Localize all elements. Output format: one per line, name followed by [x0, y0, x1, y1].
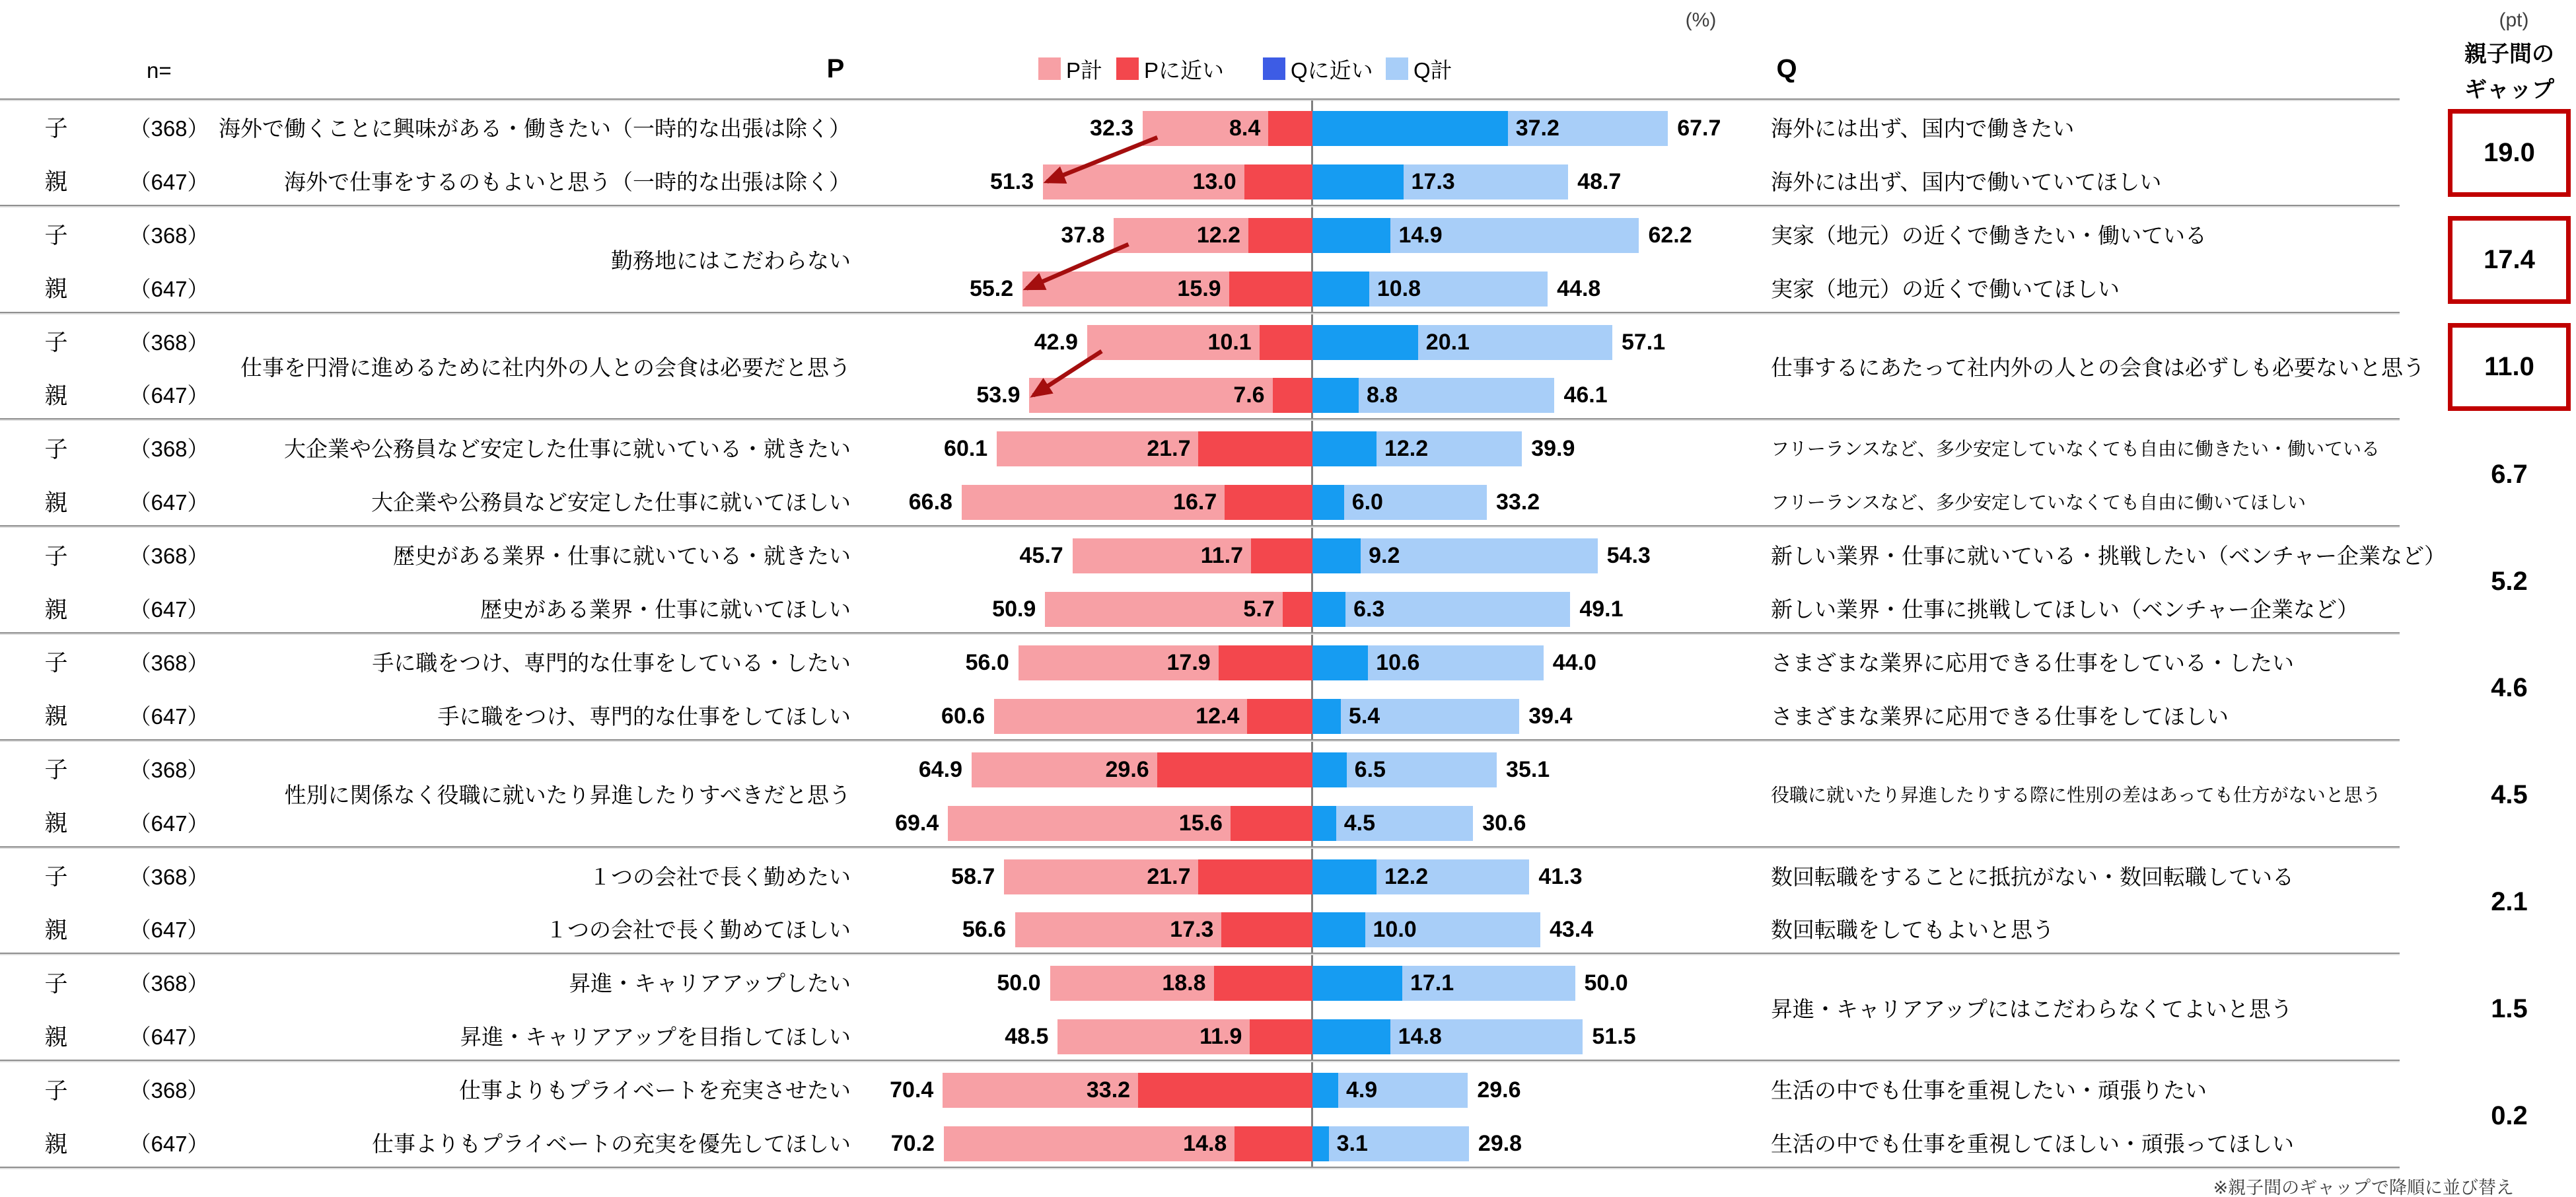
- p-statement: 大企業や公務員など安定した仕事に就いている・就きたい: [284, 437, 851, 462]
- p-near-value: 16.7: [1173, 490, 1217, 515]
- q-total-value: 67.7: [1677, 116, 1721, 141]
- gap-value: 11.0: [2484, 351, 2534, 381]
- q-total-value: 44.0: [1552, 650, 1596, 675]
- p-statement: 海外で働くことに興味がある・働きたい（一時的な出張は除く）: [219, 116, 851, 141]
- who-label: 親: [44, 169, 68, 196]
- p-statement: １つの会社で長く勤めたい: [589, 864, 851, 889]
- q-near-value: 8.8: [1366, 382, 1398, 408]
- p-near-value: 10.1: [1207, 329, 1252, 355]
- q-near-value: 20.1: [1425, 329, 1470, 355]
- who-label: 親: [44, 917, 68, 943]
- n-value: （647）: [129, 811, 209, 836]
- p-near-value: 7.6: [1233, 382, 1265, 408]
- who-label: 子: [44, 757, 68, 783]
- q-near-value: 5.4: [1348, 703, 1380, 729]
- gap-value: 1.5: [2491, 994, 2528, 1023]
- who-label: 子: [44, 436, 68, 462]
- q-total-value: 49.1: [1579, 597, 1624, 622]
- n-value: （368）: [129, 330, 209, 355]
- q-statement: さまざまな業界に応用できる仕事をしてほしい: [1771, 704, 2229, 729]
- p-statement: 昇進・キャリアアップを目指してほしい: [460, 1025, 851, 1050]
- q-statement: 数回転職をすることに抵抗がない・数回転職している: [1771, 864, 2294, 889]
- q-statement: 海外には出ず、国内で働きたい: [1771, 116, 2075, 141]
- p-statement: 大企業や公務員など安定した仕事に就いてほしい: [371, 490, 851, 515]
- q-near-value: 9.2: [1369, 543, 1400, 569]
- q-near-value: 3.1: [1336, 1131, 1368, 1157]
- p-statement: 手に職をつけ、専門的な仕事をしてほしい: [437, 704, 851, 729]
- who-label: 子: [44, 1077, 68, 1104]
- n-value: （647）: [129, 276, 209, 301]
- q-statement: 生活の中でも仕事を重視したい・頑張りたい: [1771, 1078, 2207, 1103]
- p-total-value: 48.5: [1005, 1024, 1049, 1050]
- percent-unit-label: (%): [1685, 9, 1717, 31]
- n-value: （647）: [129, 490, 209, 515]
- q-total-value: 33.2: [1495, 490, 1540, 515]
- n-value: （647）: [129, 1025, 209, 1050]
- q-near-value: 12.2: [1384, 863, 1429, 889]
- n-value: （368）: [129, 1078, 209, 1103]
- n-value: （368）: [129, 971, 209, 996]
- q-total-value: 35.1: [1506, 756, 1550, 782]
- gap-arrow: [1026, 244, 1128, 289]
- p-total-value: 58.7: [951, 863, 995, 889]
- p-total-value: 55.2: [969, 275, 1014, 301]
- q-near-value: 10.8: [1377, 275, 1421, 301]
- q-near-value: 6.5: [1354, 756, 1386, 782]
- q-statement-shared: 昇進・キャリアアップにはこだわらなくてよいと思う: [1771, 996, 2293, 1021]
- p-statement: 歴史がある業界・仕事に就いている・就きたい: [393, 544, 851, 569]
- p-total-value: 60.1: [944, 436, 988, 462]
- who-label: 子: [44, 864, 68, 890]
- q-near-value: 6.3: [1353, 597, 1385, 622]
- p-statement-shared: 仕事を円滑に進めるために社内外の人との会食は必要だと思う: [240, 355, 851, 380]
- gap-value: 4.6: [2491, 673, 2528, 703]
- q-near-value: 14.9: [1398, 222, 1443, 248]
- legend-label-p-total: P計: [1066, 57, 1103, 83]
- p-near-value: 12.4: [1196, 703, 1240, 729]
- p-total-value: 66.8: [908, 490, 952, 515]
- p-total-value: 37.8: [1061, 222, 1105, 248]
- p-statement-shared: 性別に関係なく役職に就いたり昇進したりすべきだと思う: [284, 783, 851, 808]
- p-near-value: 15.9: [1177, 275, 1221, 301]
- p-near-value: 11.9: [1199, 1024, 1242, 1050]
- q-total-value: 41.3: [1538, 863, 1583, 889]
- gap-arrow: [1033, 351, 1101, 396]
- q-statement: 実家（地元）の近くで働きたい・働いている: [1771, 223, 2207, 248]
- p-near-value: 21.7: [1147, 863, 1191, 889]
- p-statement-shared: 勤務地にはこだわらない: [611, 248, 851, 273]
- q-statement: フリーランスなど、多少安定していなくても自由に働きたい・働いている: [1771, 438, 2380, 459]
- p-near-value: 14.8: [1183, 1131, 1227, 1157]
- q-statement: 生活の中でも仕事を重視してほしい・頑張ってほしい: [1771, 1132, 2294, 1157]
- q-total-value: 39.4: [1528, 703, 1573, 729]
- q-total-value: 46.1: [1563, 382, 1608, 408]
- p-near-value: 33.2: [1086, 1077, 1131, 1103]
- q-total-value: 51.5: [1592, 1024, 1636, 1050]
- n-value: （647）: [129, 169, 209, 194]
- q-statement: 実家（地元）の近くで働いてほしい: [1771, 276, 2120, 301]
- p-total-value: 70.4: [890, 1077, 934, 1103]
- p-statement: 仕事よりもプライベートの充実を優先してほしい: [371, 1132, 851, 1157]
- gap-column-header-line1: 親子間の: [2464, 42, 2554, 67]
- p-statement: 海外で仕事をするのもよいと思う（一時的な出張は除く）: [284, 169, 851, 194]
- q-near-value: 6.0: [1351, 490, 1383, 515]
- q-near-value: 4.9: [1345, 1077, 1378, 1103]
- p-near-value: 5.7: [1243, 597, 1275, 622]
- q-total-value: 29.6: [1477, 1077, 1521, 1103]
- legend-label-p-near: Pに近い: [1144, 57, 1225, 83]
- n-value: （647）: [129, 704, 209, 729]
- p-near-value: 29.6: [1105, 756, 1149, 782]
- q-statement: 数回転職をしてもよいと思う: [1771, 918, 2054, 943]
- n-column-header: n=: [147, 58, 172, 83]
- n-value: （368）: [129, 223, 209, 248]
- who-label: 子: [44, 330, 68, 356]
- who-label: 子: [44, 970, 68, 997]
- q-statement: 新しい業界・仕事に就いている・挑戦したい（ベンチャー企業など）: [1771, 544, 2447, 569]
- q-near-value: 17.1: [1410, 970, 1454, 996]
- p-total-value: 56.6: [962, 917, 1007, 943]
- q-total-value: 54.3: [1606, 543, 1651, 569]
- q-total-value: 43.4: [1550, 917, 1594, 943]
- p-total-value: 42.9: [1034, 329, 1078, 355]
- who-label: 親: [44, 811, 68, 837]
- q-statement-shared: 仕事するにあたって社内外の人との会食は必ずしも必要ないと思う: [1771, 355, 2425, 380]
- q-total-value: 62.2: [1648, 222, 1692, 248]
- p-near-value: 18.8: [1162, 970, 1206, 996]
- who-label: 子: [44, 223, 68, 249]
- n-value: （647）: [129, 1132, 209, 1157]
- n-value: （368）: [129, 864, 209, 889]
- p-total-value: 53.9: [976, 382, 1020, 408]
- p-total-value: 56.0: [965, 650, 1009, 675]
- p-statement: １つの会社で長く勤めてほしい: [546, 918, 851, 943]
- gap-arrow: [1047, 137, 1157, 182]
- p-total-value: 51.3: [989, 168, 1034, 194]
- q-near-value: 12.2: [1384, 436, 1429, 462]
- q-statement: 新しい業界・仕事に挑戦してほしい（ベンチャー企業など）: [1771, 597, 2359, 622]
- who-label: 子: [44, 543, 68, 569]
- q-total-value: 48.7: [1577, 168, 1622, 194]
- p-statement: 歴史がある業界・仕事に就いてほしい: [480, 597, 851, 622]
- who-label: 親: [44, 1024, 68, 1050]
- gap-value: 17.4: [2484, 244, 2535, 274]
- q-total-value: 29.8: [1478, 1131, 1522, 1157]
- p-total-value: 50.0: [997, 970, 1041, 996]
- p-total-value: 70.2: [890, 1131, 935, 1157]
- q-total-value: 50.0: [1584, 970, 1628, 996]
- gap-value: 0.2: [2491, 1101, 2528, 1130]
- gap-value: 4.5: [2491, 780, 2528, 810]
- p-total-value: 69.4: [895, 810, 939, 836]
- p-total-value: 32.3: [1090, 116, 1134, 141]
- pt-unit-label: (pt): [2499, 9, 2529, 31]
- q-statement: 海外には出ず、国内で働いていてほしい: [1771, 169, 2162, 194]
- who-label: 子: [44, 116, 68, 142]
- p-total-value: 50.9: [992, 597, 1036, 622]
- p-near-value: 17.9: [1166, 650, 1211, 675]
- q-statement-shared: 役職に就いたり昇進したりする際に性別の差はあっても仕方がないと思う: [1771, 784, 2381, 805]
- q-total-value: 44.8: [1557, 275, 1601, 301]
- p-near-value: 21.7: [1147, 436, 1191, 462]
- n-value: （368）: [129, 757, 209, 782]
- p-near-value: 11.7: [1200, 543, 1243, 569]
- gap-value: 19.0: [2484, 138, 2535, 167]
- p-statement: 昇進・キャリアアップしたい: [569, 971, 851, 996]
- p-total-value: 64.9: [918, 756, 963, 782]
- n-value: （368）: [129, 116, 209, 141]
- who-label: 子: [44, 650, 68, 676]
- who-label: 親: [44, 704, 68, 730]
- who-label: 親: [44, 382, 68, 409]
- q-total-value: 39.9: [1531, 436, 1575, 462]
- p-near-value: 13.0: [1192, 168, 1236, 194]
- gap-value: 6.7: [2491, 459, 2528, 489]
- p-statement: 手に職をつけ、専門的な仕事をしている・したい: [372, 650, 851, 675]
- q-total-value: 57.1: [1621, 329, 1666, 355]
- q-near-value: 17.3: [1411, 168, 1455, 194]
- q-total-value: 30.6: [1482, 810, 1526, 836]
- n-value: （368）: [129, 544, 209, 569]
- p-near-value: 12.2: [1196, 222, 1241, 248]
- n-value: （647）: [129, 383, 209, 408]
- who-label: 親: [44, 490, 68, 516]
- q-statement: さまざまな業界に応用できる仕事をしている・したい: [1771, 650, 2294, 675]
- sort-note: ※親子間のギャップで降順に並び替え: [2213, 1178, 2514, 1197]
- legend-label-q-total: Q計: [1413, 57, 1452, 83]
- q-statement: フリーランスなど、多少安定していなくても自由に働いてほしい: [1771, 491, 2307, 513]
- q-near-value: 37.2: [1515, 116, 1559, 141]
- p-total-value: 45.7: [1019, 543, 1063, 569]
- p-near-value: 15.6: [1178, 810, 1223, 836]
- p-near-value: 17.3: [1170, 917, 1214, 943]
- who-label: 親: [44, 597, 68, 623]
- who-label: 親: [44, 276, 68, 303]
- n-value: （368）: [129, 650, 209, 675]
- who-label: 親: [44, 1131, 68, 1157]
- p-column-header: P: [826, 54, 845, 83]
- q-near-value: 4.5: [1343, 810, 1376, 836]
- q-column-header: Q: [1776, 54, 1797, 83]
- p-statement: 仕事よりもプライベートを充実させたい: [458, 1078, 851, 1103]
- q-near-value: 10.6: [1376, 650, 1420, 675]
- p-near-value: 8.4: [1229, 116, 1261, 141]
- p-total-value: 60.6: [941, 703, 985, 729]
- q-near-value: 14.8: [1398, 1024, 1442, 1050]
- n-value: （647）: [129, 918, 209, 943]
- gap-value: 2.1: [2491, 887, 2528, 916]
- gap-value: 5.2: [2491, 566, 2528, 596]
- q-near-value: 10.0: [1373, 917, 1417, 943]
- gap-column-header-line2: ギャップ: [2464, 77, 2554, 102]
- n-value: （368）: [129, 437, 209, 462]
- n-value: （647）: [129, 597, 209, 622]
- legend-label-q-near: Qに近い: [1291, 57, 1373, 83]
